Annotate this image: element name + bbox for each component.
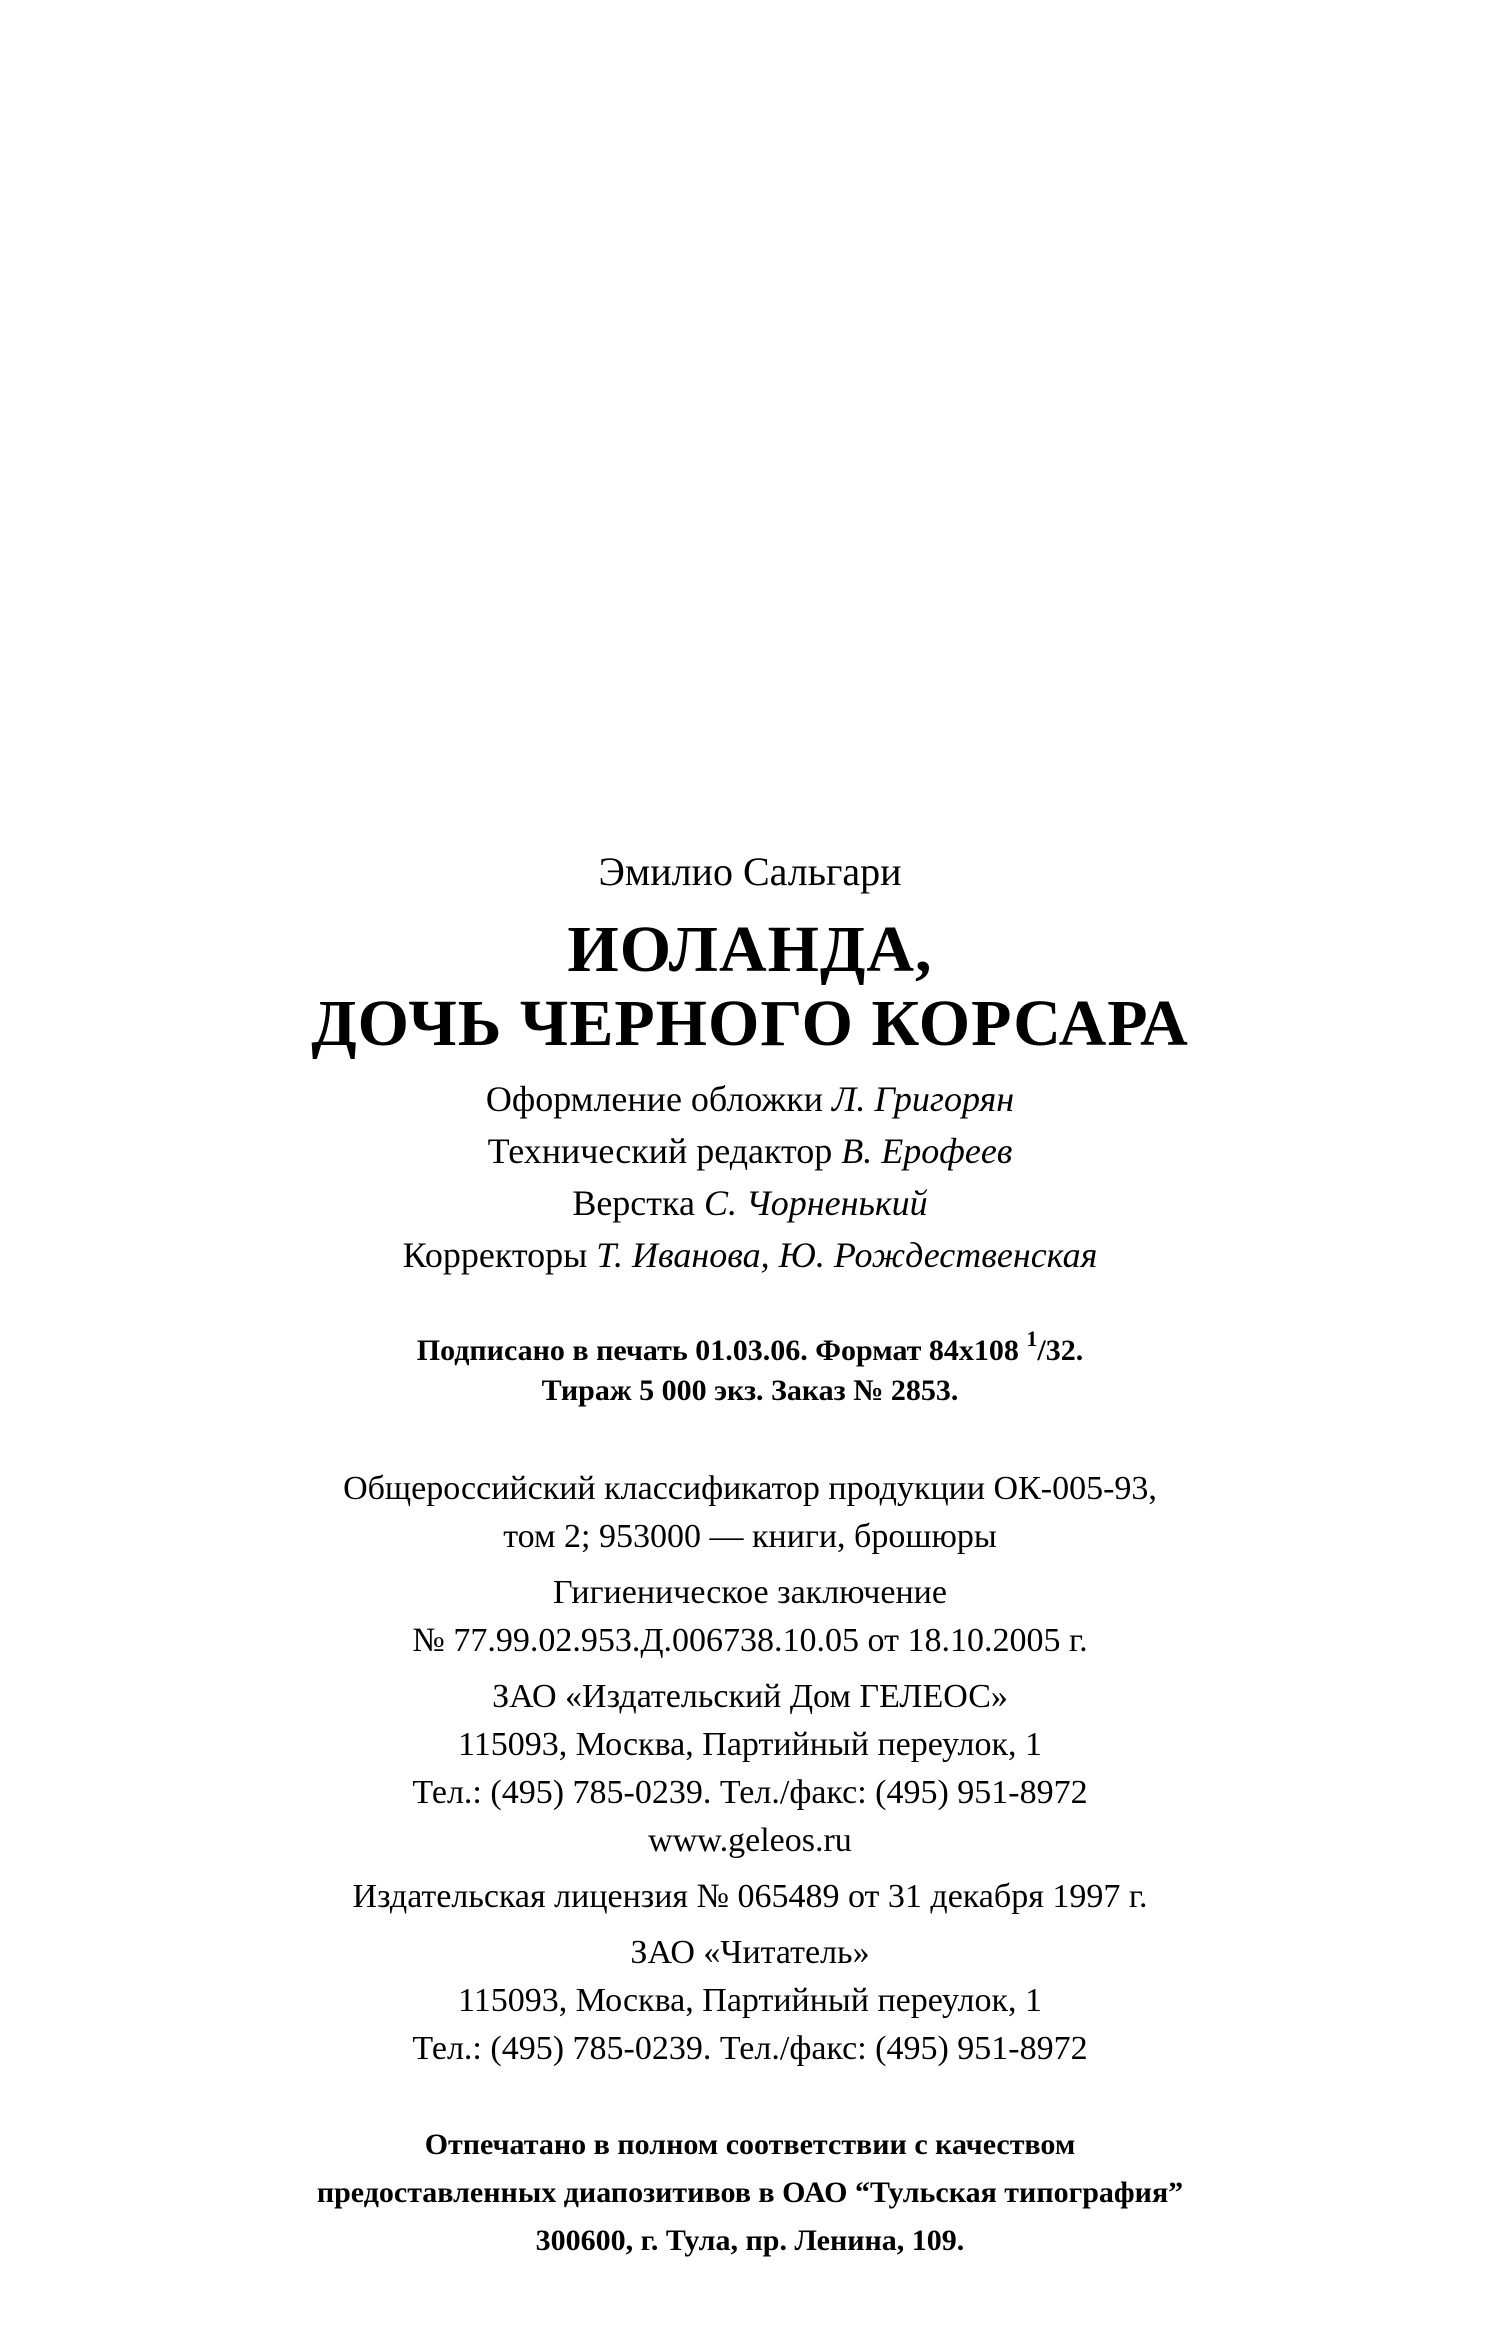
book-title-line-1: ИОЛАНДА, bbox=[567, 913, 933, 986]
book-title-line-2: ДОЧЬ ЧЕРНОГО КОРСАРА bbox=[311, 987, 1189, 1060]
credit-layout bbox=[0, 1182, 1500, 1224]
format-denominator: /32. bbox=[1037, 1334, 1084, 1367]
print-run-order: Тираж 5 000 экз. Заказ № 2853. bbox=[541, 1374, 959, 1407]
hygiene-conclusion-number: № 77.99.02.953.Д.006738.10.05 от 18.10.2005 г. bbox=[412, 1622, 1088, 1659]
credit-technical-editor bbox=[0, 1130, 1500, 1172]
credit-name: В. Ерофеев bbox=[841, 1131, 1013, 1171]
credit-role: Оформление обложки bbox=[485, 1079, 824, 1119]
publisher-name: ЗАО «Издательский Дом ГЕЛЕОС» bbox=[492, 1678, 1008, 1715]
credit-role: Верстка bbox=[572, 1183, 695, 1223]
credit-role: Корректоры bbox=[402, 1235, 588, 1275]
credit-role: Технический редактор bbox=[487, 1131, 833, 1171]
printed-note-line-1: Отпечатано в полном соответствии с качеством bbox=[424, 2128, 1076, 2161]
distributor-phone: Тел.: (495) 785-0239. Тел./факс: (495) 951-8972 bbox=[412, 2030, 1088, 2067]
print-line-1-text: Подписано в печать 01.03.06. Формат 84х108 bbox=[416, 1334, 1027, 1367]
publisher-license: Издательская лицензия № 065489 от 31 декабря 1997 г. bbox=[352, 1878, 1148, 1915]
publisher-phone: Тел.: (495) 785-0239. Тел./факс: (495) 951-8972 bbox=[412, 1774, 1088, 1811]
credit-name: Л. Григорян bbox=[832, 1079, 1015, 1119]
credit-cover-design bbox=[0, 1078, 1500, 1120]
format-superscript: 1 bbox=[1026, 1326, 1038, 1351]
publisher-website: www.geleos.ru bbox=[648, 1822, 852, 1859]
distributor-address: 115093, Москва, Партийный переулок, 1 bbox=[458, 1982, 1042, 2019]
classifier-line-2: том 2; 953000 — книги, брошюры bbox=[503, 1518, 997, 1555]
author-name: Эмилио Сальгари bbox=[598, 849, 902, 894]
classifier-line-1: Общероссийский классификатор продукции ОК-005-93, bbox=[343, 1470, 1157, 1507]
printed-note-line-2: предоставленных диапозитивов в ОАО “Тульская типография” bbox=[316, 2176, 1184, 2209]
publisher-address: 115093, Москва, Партийный переулок, 1 bbox=[458, 1726, 1042, 1763]
hygiene-conclusion-title: Гигиеническое заключение bbox=[553, 1574, 947, 1611]
printer-address: 300600, г. Тула, пр. Ленина, 109. bbox=[535, 2224, 965, 2257]
credit-name: Т. Иванова, Ю. Рождественская bbox=[596, 1235, 1098, 1275]
credit-proofreaders bbox=[0, 1234, 1500, 1276]
distributor-name: ЗАО «Читатель» bbox=[630, 1934, 870, 1971]
credit-name: С. Чорненький bbox=[703, 1183, 928, 1223]
print-signed-format bbox=[0, 1326, 1500, 1368]
